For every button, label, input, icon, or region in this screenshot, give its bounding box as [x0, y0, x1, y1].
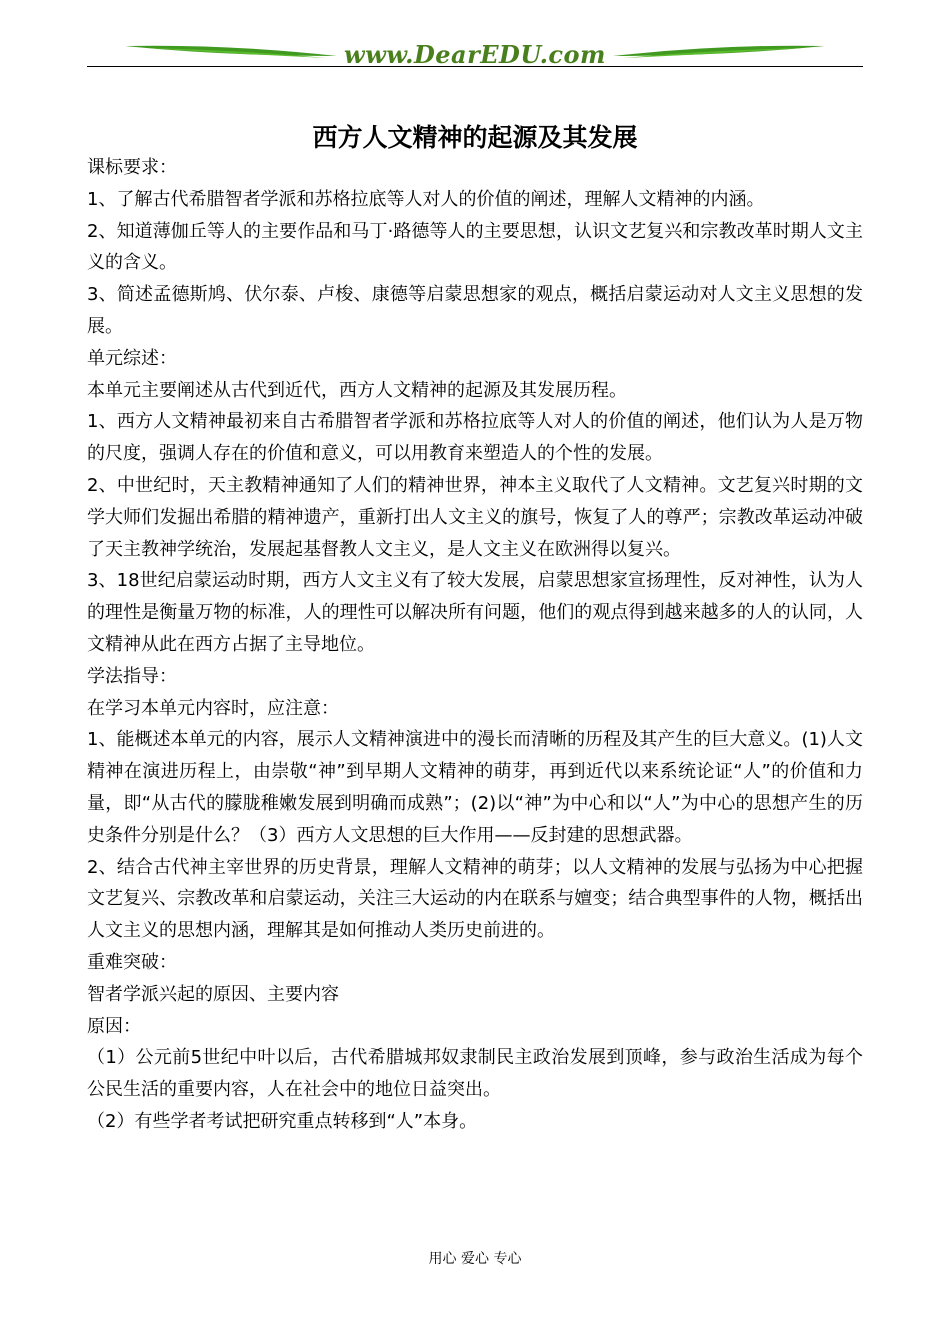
paragraph: 3、18世纪启蒙运动时期，西方人文主义有了较大发展，启蒙思想家宣扬理性，反对神性，认为人的理性是衡量万物的标准，人的理性可以解决所有问题，他们的观点得到越来越多的人的认同，人文精神从此在西方占据了主导地位。 [87, 570, 863, 655]
paragraph: 在学习本单元内容时，应注意： [87, 697, 339, 719]
header-divider [87, 66, 863, 67]
paragraph: （2）有些学者考试把研究重点转移到“人”本身。 [87, 1110, 478, 1132]
paragraph: 1、了解古代希腊智者学派和苏格拉底等人对人的价值的阐述，理解人文精神的内涵。 [87, 188, 765, 210]
paragraph: 原因： [87, 1015, 141, 1037]
paragraph: 2、结合古代神主宰世界的历史背景，理解人文精神的萌芽；以人文精神的发展与弘扬为中心把握文艺复兴、宗教改革和启蒙运动，关注三大运动的内在联系与嬗变；结合典型事件的人物，概括出人文主义的思想内涵，理解其是如何推动人类历史前进的。 [87, 856, 863, 942]
paragraph: 1、西方人文精神最初来自古希腊智者学派和苏格拉底等人对人的价值的阐述，他们认为人是万物的尺度，强调人存在的价值和意义，可以用教育来塑造人的个性的发展。 [87, 411, 863, 465]
page-header [87, 34, 863, 74]
paragraph: 2、知道薄伽丘等人的主要作品和马丁·路德等人的主要思想，认识文艺复兴和宗教改革时期人文主义的含义。 [87, 220, 863, 274]
paragraph: 课标要求： [87, 157, 177, 178]
paragraph: 本单元主要阐述从古代到近代，西方人文精神的起源及其发展历程。 [87, 379, 627, 401]
site-logo: www.DearEDU.com [344, 40, 606, 69]
paragraph: 重难突破： [87, 951, 177, 973]
paragraph: 1、能概述本单元的内容，展示人文精神演进中的漫长而清晰的历程及其产生的巨大意义。(1)人文精神在演进历程上，由崇敬“神”到早期人文精神的萌芽，再到近代以来系统论证“人”的价值和力量，即“从古代的朦胧稚嫩发展到明确而成熟”；(2)以“神”为中心和以“人”为中心的思想产生的历史条件分别是什么？（3）西方人文思想的巨大作用——反封建的思想武器。 [87, 729, 863, 846]
page-footer: 用心 爱心 专心 [428, 1251, 522, 1267]
paragraph: 学法指导： [87, 665, 177, 687]
document-body [87, 152, 863, 1138]
page-title: 西方人文精神的起源及其发展 [312, 123, 638, 152]
paragraph: （1）公元前5世纪中叶以后，古代希腊城邦奴隶制民主政治发展到顶峰，参与政治生活成为每个公民生活的重要内容，人在社会中的地位日益突出。 [87, 1047, 863, 1101]
paragraph: 智者学派兴起的原因、主要内容 [87, 983, 339, 1005]
paragraph: 2、中世纪时，天主教精神通知了人们的精神世界，神本主义取代了人文精神。文艺复兴时期的文学大师们发掘出希腊的精神遗产，重新打出人文主义的旗号，恢复了人的尊严；宗教改革运动冲破了天主教神学统治，发展起基督教人文主义，是人文主义在欧洲得以复兴。 [87, 474, 863, 560]
paragraph: 3、简述孟德斯鸠、伏尔泰、卢梭、康德等启蒙思想家的观点，概括启蒙运动对人文主义思想的发展。 [87, 284, 863, 337]
paragraph: 单元综述： [87, 347, 177, 369]
